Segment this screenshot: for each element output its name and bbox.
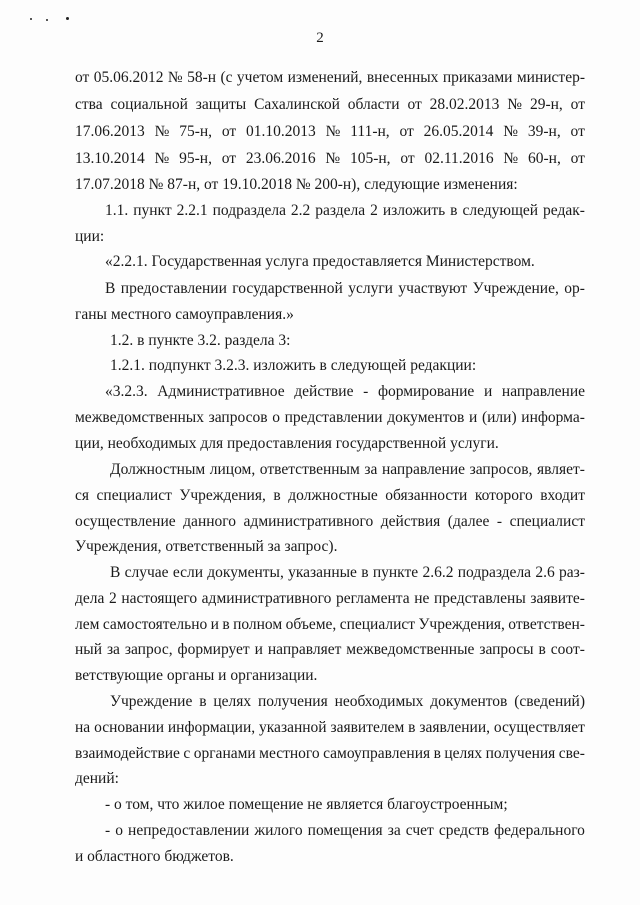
text-line xyxy=(110,693,585,711)
word: и xyxy=(254,641,263,658)
word: - xyxy=(105,822,111,839)
word: с xyxy=(183,745,191,762)
word: социальной xyxy=(110,96,188,113)
word: в xyxy=(538,641,546,658)
word: непредоставлении xyxy=(128,822,250,839)
word: 02.11.2016 xyxy=(424,150,494,167)
word: представлены xyxy=(433,590,526,607)
word: за xyxy=(364,461,378,478)
word: указанные xyxy=(288,564,357,581)
word: запрос, xyxy=(124,641,173,658)
word: 2.2.1 xyxy=(176,202,208,219)
text-line xyxy=(110,461,585,479)
word: документов xyxy=(430,693,508,710)
text-line xyxy=(75,96,585,114)
word: № xyxy=(503,123,519,140)
word: государственной xyxy=(232,280,343,297)
text-line xyxy=(75,150,585,168)
word: жилого xyxy=(254,822,303,839)
word: № xyxy=(154,150,170,167)
word: о xyxy=(272,409,280,426)
word: специалист xyxy=(339,616,416,633)
word: и xyxy=(483,383,493,400)
word: учетом xyxy=(236,69,284,86)
word: (далее xyxy=(447,513,490,530)
text-line xyxy=(75,641,585,659)
word: № xyxy=(325,123,341,140)
text-line xyxy=(75,409,585,427)
word: в xyxy=(361,564,369,581)
word: формирует xyxy=(177,641,250,658)
word: в xyxy=(433,745,441,762)
word: 05.06.2012 xyxy=(93,69,164,86)
word: (с xyxy=(220,69,233,86)
word: самоуправления xyxy=(323,745,431,762)
word: Должностным xyxy=(110,461,206,478)
word: (сведений) xyxy=(514,693,585,710)
word: внесенных xyxy=(366,69,439,86)
word: документы, xyxy=(207,564,284,581)
word: формирование xyxy=(377,383,475,400)
word: межведомственных xyxy=(75,409,204,426)
word: 58-н xyxy=(187,69,217,86)
word: местного xyxy=(259,745,320,762)
word: В xyxy=(105,280,116,297)
word: соот- xyxy=(550,641,585,658)
word: счет xyxy=(405,822,434,839)
word: 13.10.2014 xyxy=(75,150,145,167)
word: услуги xyxy=(348,280,393,297)
word: № xyxy=(507,96,523,113)
word: целях xyxy=(213,693,252,710)
word: осуществление xyxy=(75,513,176,530)
word: объеме, xyxy=(285,616,337,633)
word: Учреждения, xyxy=(179,487,266,504)
word: информа- xyxy=(521,409,585,426)
word: раздела xyxy=(315,202,366,219)
word: являет- xyxy=(537,461,585,478)
word: № xyxy=(167,69,183,86)
word: в xyxy=(199,693,207,710)
text-line: 1.2. в пункте 3.2. раздела 3: xyxy=(110,332,291,349)
word: обязанности xyxy=(385,487,468,504)
word: осуществляет xyxy=(493,719,585,736)
word: от xyxy=(75,69,90,86)
word: на xyxy=(75,719,91,736)
word: которого xyxy=(474,487,533,504)
word: заявите- xyxy=(530,590,585,607)
word: (или) xyxy=(481,409,517,426)
word: случае xyxy=(124,564,169,581)
word: 1.1. xyxy=(105,202,129,219)
word: входит xyxy=(540,487,585,504)
word: если xyxy=(172,564,204,581)
word: получения xyxy=(485,745,556,762)
word: 111-н, xyxy=(350,123,390,140)
word: административного xyxy=(201,590,332,607)
word: № xyxy=(503,150,519,167)
word: за xyxy=(106,641,120,658)
word: запросы xyxy=(479,641,534,658)
word: Сахалинской xyxy=(254,96,340,113)
word: министер- xyxy=(516,69,585,86)
word: целях xyxy=(444,745,483,762)
word: Административное xyxy=(157,383,285,400)
word: запросов xyxy=(208,409,268,426)
word: № xyxy=(325,150,341,167)
word: раз- xyxy=(559,564,585,581)
word: необходимых xyxy=(334,693,424,710)
word: заявлении, xyxy=(419,719,490,736)
word: лем xyxy=(75,616,100,633)
word: действия xyxy=(380,513,441,530)
word: от xyxy=(399,123,414,140)
word: о xyxy=(115,822,123,839)
word: и xyxy=(210,616,219,633)
word: регламента xyxy=(335,590,410,607)
text-line xyxy=(105,383,585,401)
word: ства xyxy=(75,96,103,113)
word: предоставлении xyxy=(120,280,227,297)
word: полном xyxy=(233,616,283,633)
word: в xyxy=(408,719,416,736)
text-line: ветствующие органы и организации. xyxy=(75,667,318,684)
word: 39-н, xyxy=(527,123,561,140)
text-line: ганы местного самоуправления.» xyxy=(75,306,294,323)
text-line: ции, необходимых для предоставления государственной услуги. xyxy=(75,435,499,452)
word: 95-н, xyxy=(179,150,212,167)
word: взаимодействие xyxy=(75,745,180,762)
word: административного xyxy=(243,513,374,530)
word: действие xyxy=(294,383,354,400)
word: от xyxy=(570,150,585,167)
word: самостоятельно xyxy=(102,616,208,633)
word: 23.06.2016 xyxy=(245,150,316,167)
word: подраздела xyxy=(212,202,286,219)
word: от xyxy=(400,150,415,167)
word: 29-н, xyxy=(529,96,563,113)
word: 17.06.2013 xyxy=(75,123,145,140)
word: документов xyxy=(387,409,465,426)
text-line: ции: xyxy=(75,228,105,245)
word: 2.6.2 xyxy=(422,564,454,581)
word: не xyxy=(414,590,430,607)
text-line xyxy=(75,616,585,634)
word: специалист xyxy=(509,513,585,530)
word: получения xyxy=(258,693,328,710)
word: редак- xyxy=(543,202,585,219)
word: 2.6 xyxy=(535,564,555,581)
word: от xyxy=(570,123,585,140)
word: данного xyxy=(183,513,236,530)
text-line xyxy=(75,123,585,141)
text-line: Учреждения, ответственный за запрос). xyxy=(75,538,338,555)
word: Учреждение xyxy=(110,693,193,710)
word: В xyxy=(110,564,121,581)
word: и xyxy=(469,409,478,426)
word: заявителем xyxy=(330,719,405,736)
text-line xyxy=(75,69,585,87)
word: ответствен- xyxy=(508,616,585,633)
word: ный xyxy=(75,641,103,658)
word: Учреждение, xyxy=(472,280,559,297)
text-line: 1.2.1. подпункт 3.2.3. изложить в следующей редакции: xyxy=(110,357,477,374)
word: запросов, xyxy=(469,461,533,478)
word: - xyxy=(363,383,369,400)
word: федерального xyxy=(494,822,585,839)
word: подраздела xyxy=(457,564,532,581)
text-line xyxy=(105,822,585,840)
word: от xyxy=(221,150,237,167)
word: «3.2.3. xyxy=(105,383,148,400)
word: пункт xyxy=(133,202,172,219)
word: защиты xyxy=(195,96,247,113)
word: ся xyxy=(75,487,90,504)
word: 105-н, xyxy=(349,150,391,167)
word: дела xyxy=(75,590,105,607)
scan-speck xyxy=(46,19,48,21)
text-line xyxy=(110,564,585,582)
word: све- xyxy=(558,745,585,762)
word: 60-н, xyxy=(527,150,561,167)
word: Учреждения, xyxy=(418,616,505,633)
word: 26.05.2014 xyxy=(423,123,494,140)
word: ответственным xyxy=(259,461,360,478)
word: изменений, xyxy=(287,69,363,86)
word: настоящего xyxy=(121,590,198,607)
word: межведомственные xyxy=(346,641,475,658)
word: должностные xyxy=(288,487,378,504)
text-line xyxy=(75,513,585,531)
word: пункте xyxy=(372,564,419,581)
text-line: «2.2.1. Государственная услуга предоставляется Министерством. xyxy=(105,253,535,270)
word: представлении xyxy=(284,409,383,426)
word: органами xyxy=(193,745,256,762)
word: направление xyxy=(501,383,585,400)
word: - xyxy=(496,513,503,530)
page-number: 2 xyxy=(316,30,324,46)
word: основании xyxy=(94,719,165,736)
word: 28.02.2013 xyxy=(429,96,500,113)
text-line xyxy=(75,719,585,737)
word: 2 xyxy=(370,202,378,219)
word: следующей xyxy=(462,202,539,219)
word: в xyxy=(273,487,281,504)
word: специалист xyxy=(96,487,172,504)
word: от xyxy=(221,123,237,140)
word: указанной xyxy=(259,719,327,736)
text-line xyxy=(105,202,585,220)
word: в xyxy=(222,616,230,633)
word: № xyxy=(154,123,170,140)
word: средств xyxy=(438,822,490,839)
word: лицом, xyxy=(209,461,256,478)
text-line xyxy=(105,280,585,298)
word: 75-н, xyxy=(179,123,213,140)
word: направление xyxy=(381,461,466,478)
word: информации, xyxy=(167,719,256,736)
word: за xyxy=(387,822,401,839)
word: приказами xyxy=(442,69,513,86)
text-line: 17.07.2018 № 87-н, от 19.10.2018 № 200-н), следующие изменения: xyxy=(75,176,518,193)
scan-speck xyxy=(66,17,69,20)
text-line xyxy=(75,590,585,608)
text-line xyxy=(75,487,585,505)
word: изложить xyxy=(382,202,446,219)
word: в xyxy=(450,202,458,219)
text-line: - о том, что жилое помещение не является благоустроенным; xyxy=(105,796,508,813)
word: 2 xyxy=(108,590,117,607)
word: ор- xyxy=(564,280,585,297)
text-line: и областного бюджетов. xyxy=(75,848,234,865)
word: области xyxy=(347,96,400,113)
word: участвуют xyxy=(398,280,468,297)
text-line xyxy=(75,745,585,763)
word: направляет xyxy=(267,641,342,658)
scan-speck xyxy=(30,18,32,20)
word: от xyxy=(407,96,422,113)
word: помещения xyxy=(307,822,383,839)
word: 01.10.2013 xyxy=(246,123,316,140)
word: от xyxy=(570,96,585,113)
word: 2.2 xyxy=(290,202,311,219)
text-line: дений: xyxy=(75,770,119,787)
